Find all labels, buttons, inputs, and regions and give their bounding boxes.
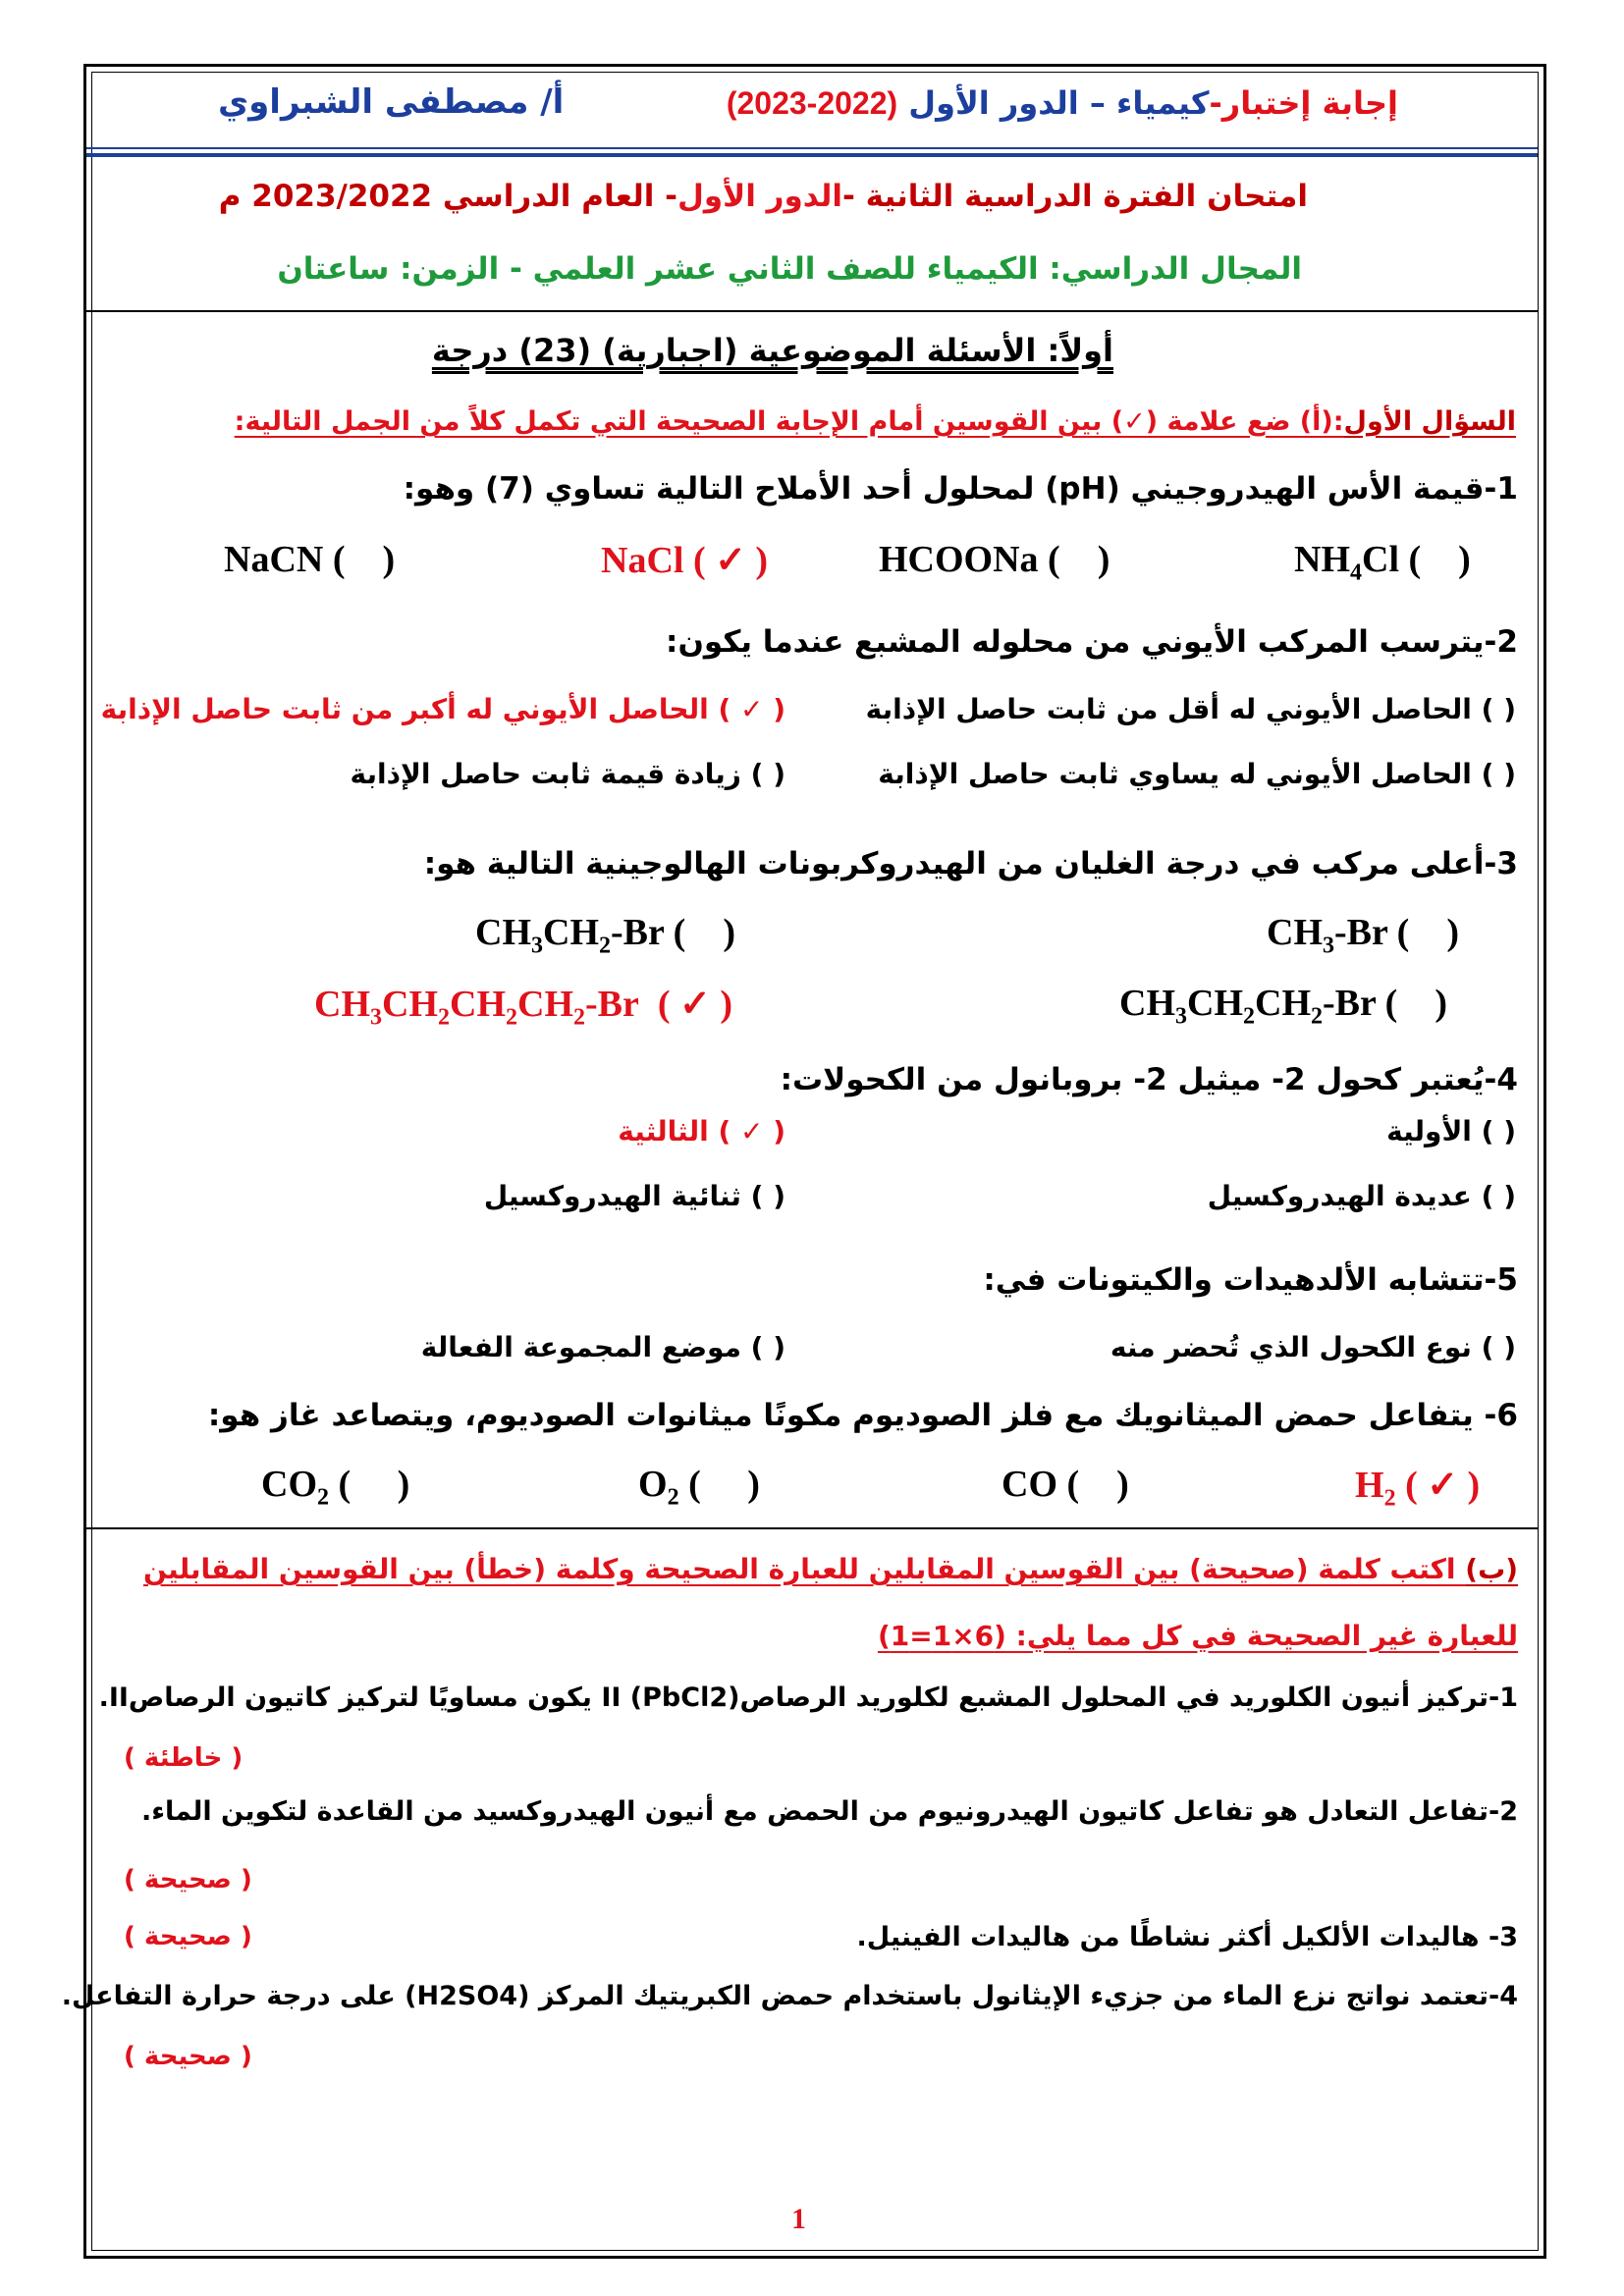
mcq-4-option-b[interactable]: ( ✓ ) الثالثية xyxy=(618,1115,785,1148)
tf-item-4: 4-تعتمد نواتج نزع الماء من جزيء الإيثانول باستخدام حمض الكبريتيك المركز (H2SO4) على درجة حرارة التفاعل. xyxy=(61,1981,1518,2011)
header-main-a: إجابة إختبار- xyxy=(1209,84,1398,122)
part-b-instruction: اكتب كلمة (صحيحة) بين القوسين المقابلين للعبارة الصحيحة وكلمة (خطأ) بين القوسين المقابلين xyxy=(142,1553,1466,1585)
exam-line-2: المجال الدراسي: الكيمياء للصف الثاني عشر العلمي - الزمن: ساعتان xyxy=(277,251,1302,287)
mcq-2-option-a[interactable]: ( ) الحاصل الأيوني له أقل من ثابت حاصل الإذابة xyxy=(865,693,1516,725)
question-one-label: السؤال الأول xyxy=(1343,406,1516,437)
tf-item-3: 3- هاليدات الألكيل أكثر نشاطًا من هاليدات الفينيل. xyxy=(856,1922,1518,1952)
tf-item-2: 2-تفاعل التعادل هو تفاعل كاتيون الهيدرونيوم من الحمض مع أنيون الهيدروكسيد من القاعدة لتكوين الماء. xyxy=(140,1796,1518,1827)
mcq-1-stem: 1-قيمة الأس الهيدروجيني (pH) لمحلول أحد الأملاح التالية تساوي (7) وهو: xyxy=(403,471,1518,507)
mcq-3-option-b[interactable]: $CH_3CH_2-Br$ ( ) xyxy=(475,912,735,959)
mcq-6-option-co2[interactable]: $CO_2$ ( ) xyxy=(261,1464,410,1511)
mcq-2-option-c[interactable]: ( ) الحاصل الأيوني له يساوي ثابت حاصل الإذابة xyxy=(878,758,1516,790)
mcq-5-option-a[interactable]: ( ) نوع الكحول الذي تُحضر منه xyxy=(1110,1331,1516,1363)
header-teacher: أ/ مصطفى الشبراوي xyxy=(218,82,565,122)
header-main-b: كيمياء – الدور الأول xyxy=(908,84,1210,122)
mcq-5-stem: 5-تتشابه الألدهيدات والكيتونات في: xyxy=(983,1262,1518,1298)
mcq-6-stem: 6- يتفاعل حمض الميثانويك مع فلز الصوديوم مكونًا ميثانوات الصوديوم، ويتصاعد غاز هو: xyxy=(207,1398,1518,1433)
mcq-3-option-c[interactable]: $CH_3CH_2CH_2-Br$ ( ) xyxy=(1119,983,1447,1030)
header-title xyxy=(727,84,1398,122)
mcq-1-option-nh4cl[interactable]: $NH_4Cl$ ( ) xyxy=(1294,539,1471,586)
mcq-6-option-h2[interactable]: $H_2$ ( ✓ ) xyxy=(1355,1465,1481,1512)
question-one-instruction: :(أ) ضع علامة (✓) بين القوسين أمام الإجابة الصحيحة التي تكمل كلاً من الجمل التالية: xyxy=(234,406,1344,437)
mcq-6-option-co[interactable]: CO ( ) xyxy=(1001,1464,1129,1505)
tf-item-1-answer[interactable]: ( خاطئة ) xyxy=(124,1743,244,1773)
mcq-1-option-nacl[interactable]: NaCl ( ✓ ) xyxy=(601,540,769,581)
mcq-1-option-nacn[interactable]: NaCN ( ) xyxy=(224,539,396,580)
section-title: أولاً: الأسئلة الموضوعية (اجبارية) (23) درجة xyxy=(431,332,1113,369)
part-b-header-2: للعبارة غير الصحيحة في كل مما يلي: (6×1=1) xyxy=(877,1620,1518,1652)
tf-item-2-answer[interactable]: ( صحيحة ) xyxy=(124,1865,252,1895)
part-b-divider xyxy=(86,1527,1538,1529)
header-divider-2 xyxy=(86,153,1538,157)
header-divider xyxy=(86,147,1538,149)
exam-line-1 xyxy=(219,179,1308,214)
mcq-1-option-hcoona[interactable]: HCOONa ( ) xyxy=(879,539,1110,580)
mcq-4-option-c[interactable]: ( ) عديدة الهيدروكسيل xyxy=(1207,1180,1516,1212)
exam-line-1c: - العام الدراسي 2023/2022 م xyxy=(218,179,678,214)
mcq-3-option-a[interactable]: $CH_3-Br$ ( ) xyxy=(1267,912,1459,959)
header-years: (2022-2023) xyxy=(726,85,898,121)
tf-item-4-answer[interactable]: ( صحيحة ) xyxy=(124,2042,252,2071)
mcq-3-option-d[interactable]: $CH_3CH_2CH_2CH_2-Br$ ( ✓ ) xyxy=(314,984,733,1031)
mcq-2-stem: 2-يترسب المركب الأيوني من محلوله المشبع عندما يكون: xyxy=(666,624,1518,660)
tf-item-1: 1-تركيز أنيون الكلوريد في المحلول المشبع لكلوريد الرصاصII (PbCl2) يكون مساويًا لتركيز كاتيون الرصاصII. xyxy=(98,1682,1518,1713)
exam-line-1a: امتحان الفترة الدراسية الثانية - xyxy=(841,179,1308,214)
mcq-4-stem: 4-يُعتبر كحول 2- ميثيل 2- بروبانول من الكحولات: xyxy=(780,1062,1518,1097)
part-b-label: (ب) xyxy=(1465,1553,1518,1585)
mcq-2-option-d[interactable]: ( ) زيادة قيمة ثابت حاصل الإذابة xyxy=(350,758,785,790)
exam-divider xyxy=(86,310,1538,312)
tf-item-3-answer[interactable]: ( صحيحة ) xyxy=(124,1922,252,1951)
question-one-header xyxy=(235,406,1516,437)
mcq-3-stem: 3-أعلى مركب في درجة الغليان من الهيدروكربونات الهالوجينية التالية هو: xyxy=(423,846,1518,881)
mcq-2-option-b[interactable]: ( ✓ ) الحاصل الأيوني له أكبر من ثابت حاصل الإذابة xyxy=(100,693,785,725)
exam-line-1b: الدور الأول xyxy=(677,179,842,214)
mcq-5-option-b[interactable]: ( ) موضع المجموعة الفعالة xyxy=(420,1331,785,1363)
mcq-4-option-a[interactable]: ( ) الأولية xyxy=(1386,1115,1516,1148)
part-b-header xyxy=(143,1553,1518,1585)
page-number: 1 xyxy=(791,2203,806,2235)
mcq-4-option-d[interactable]: ( ) ثنائية الهيدروكسيل xyxy=(483,1180,785,1212)
mcq-6-option-o2[interactable]: $O_2$ ( ) xyxy=(638,1464,760,1511)
